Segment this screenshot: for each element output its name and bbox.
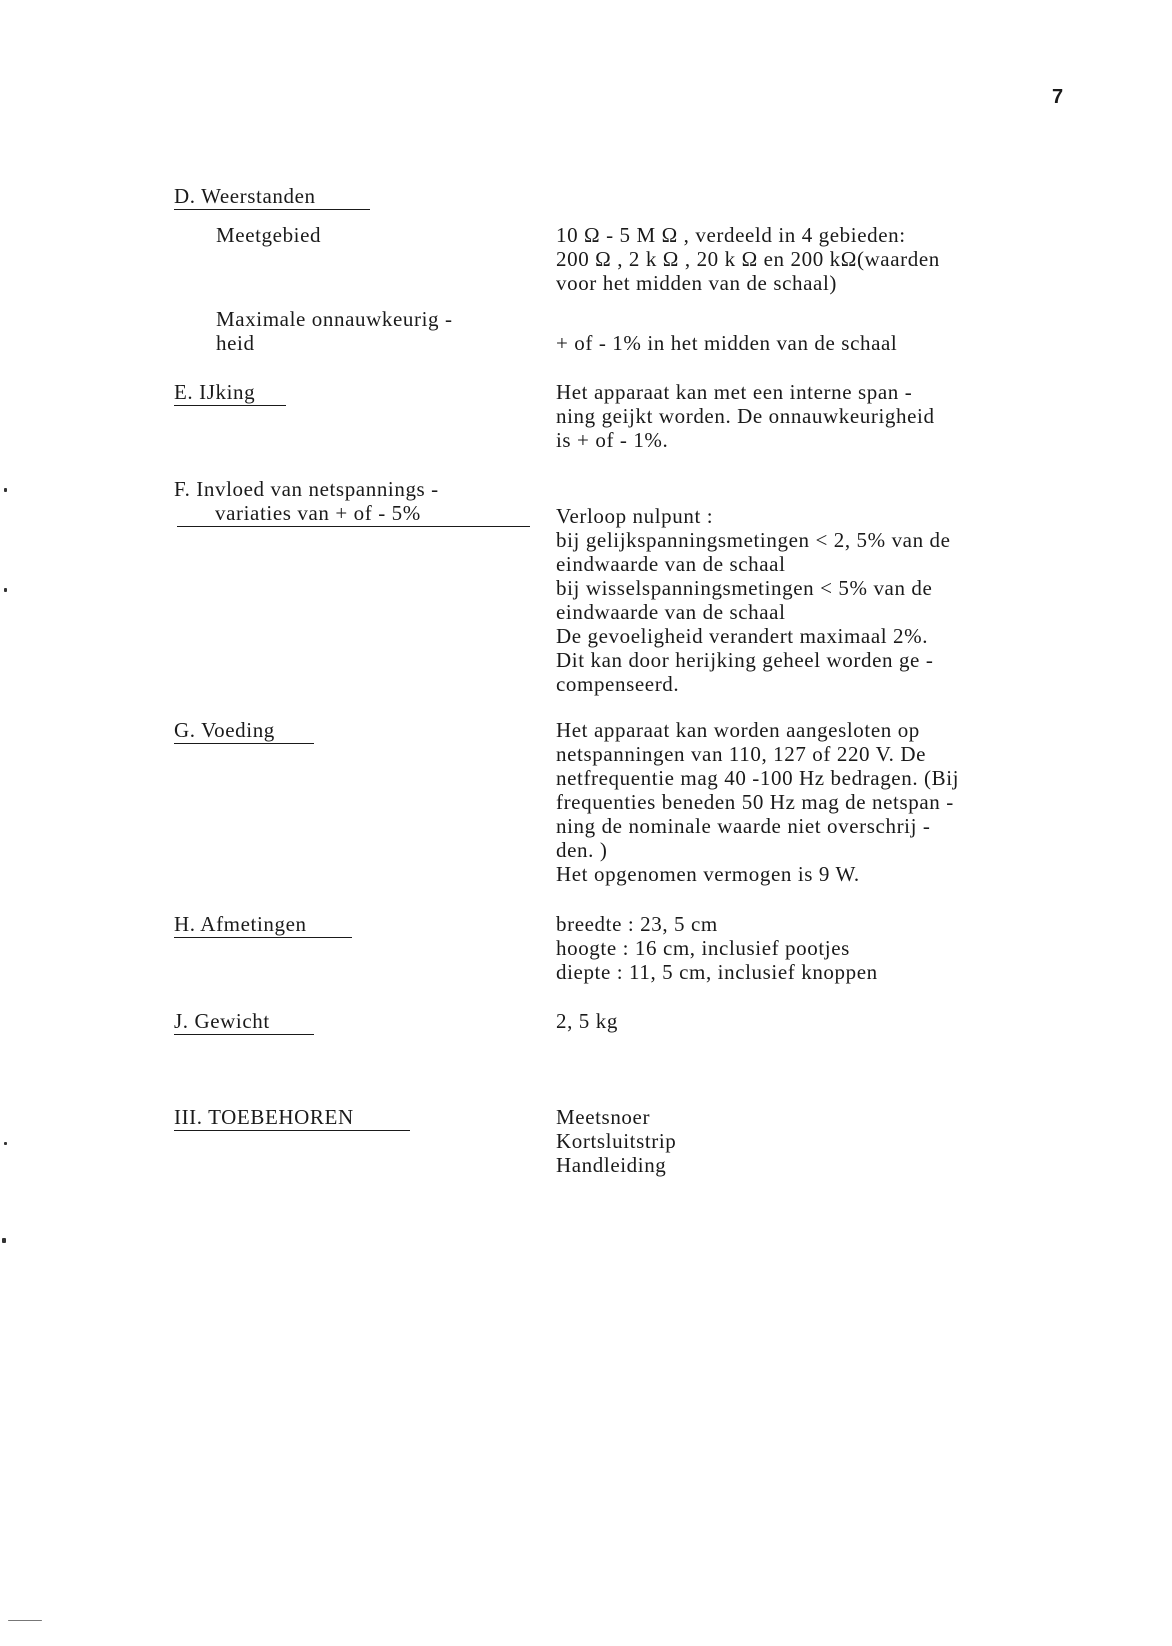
heading-e-ijking: E. IJking	[174, 380, 286, 406]
text-line: hoogte : 16 cm, inclusief pootjes	[556, 936, 850, 960]
value-afmetingen	[556, 912, 878, 984]
text-line: breedte : 23, 5 cm	[556, 912, 718, 936]
text-line: bij wisselspanningsmetingen < 5% van de	[556, 576, 933, 600]
text-line: frequenties beneden 50 Hz mag de netspan -	[556, 790, 954, 814]
text-line: voor het midden van de schaal)	[556, 271, 837, 295]
text-line: Het opgenomen vermogen is 9 W.	[556, 862, 860, 886]
text-line: eindwaarde van de schaal	[556, 600, 786, 624]
text-line: 10 Ω - 5 M Ω , verdeeld in 4 gebieden:	[556, 223, 906, 247]
value-meetgebied	[556, 223, 940, 295]
label-onnauwkeurigheid	[216, 307, 453, 355]
heading-f-line1: F. Invloed van netspannings -	[174, 477, 439, 501]
text-line: Meetsnoer	[556, 1105, 651, 1129]
scan-speck	[4, 1142, 7, 1145]
text-line: Maximale onnauwkeurig -	[216, 307, 453, 331]
scan-speck	[8, 1620, 42, 1621]
text-line: Verloop nulpunt :	[556, 504, 714, 528]
text-line: Dit kan door herijking geheel worden ge -	[556, 648, 934, 672]
text-line: is + of - 1%.	[556, 428, 669, 452]
text-line: De gevoeligheid verandert maximaal 2%.	[556, 624, 929, 648]
value-onnauwkeurigheid: + of - 1% in het midden van de schaal	[556, 331, 898, 355]
text-line: heid	[216, 331, 255, 355]
text-line: ning geijkt worden. De onnauwkeurigheid	[556, 404, 935, 428]
heading-g-voeding: G. Voeding	[174, 718, 314, 744]
value-voeding	[556, 718, 959, 886]
scan-speck	[4, 588, 7, 592]
text-line: bij gelijkspanningsmetingen < 2, 5% van de	[556, 528, 951, 552]
text-line: Handleiding	[556, 1153, 667, 1177]
heading-j-gewicht: J. Gewicht	[174, 1009, 314, 1035]
page-number: 7	[1052, 86, 1064, 108]
label-meetgebied: Meetgebied	[216, 223, 322, 247]
value-gewicht: 2, 5 kg	[556, 1009, 618, 1033]
text-line: Kortsluitstrip	[556, 1129, 677, 1153]
text-line: eindwaarde van de schaal	[556, 552, 786, 576]
value-invloed-netspanning	[556, 504, 951, 696]
text-line: netspanningen van 110, 127 of 220 V. De	[556, 742, 927, 766]
value-ijking	[556, 380, 935, 452]
text-line: den. )	[556, 838, 608, 862]
heading-f-line2: variaties van + of - 5%	[177, 501, 530, 527]
scan-speck	[4, 488, 7, 492]
text-line: compenseerd.	[556, 672, 680, 696]
heading-iii-toebehoren: III. TOEBEHOREN	[174, 1105, 410, 1131]
text-line: netfrequentie mag 40 -100 Hz bedragen. (Bij	[556, 766, 960, 790]
text-line: 200 Ω , 2 k Ω , 20 k Ω en 200 kΩ(waarden	[556, 247, 940, 271]
text-line: diepte : 11, 5 cm, inclusief knoppen	[556, 960, 878, 984]
heading-h-afmetingen: H. Afmetingen	[174, 912, 352, 938]
text-line: Het apparaat kan worden aangesloten op	[556, 718, 920, 742]
heading-d-weerstanden: D. Weerstanden	[174, 184, 370, 210]
scan-speck	[2, 1238, 6, 1243]
text-line: ning de nominale waarde niet overschrij -	[556, 814, 931, 838]
text-line: Het apparaat kan met een interne span -	[556, 380, 913, 404]
value-toebehoren	[556, 1105, 676, 1177]
